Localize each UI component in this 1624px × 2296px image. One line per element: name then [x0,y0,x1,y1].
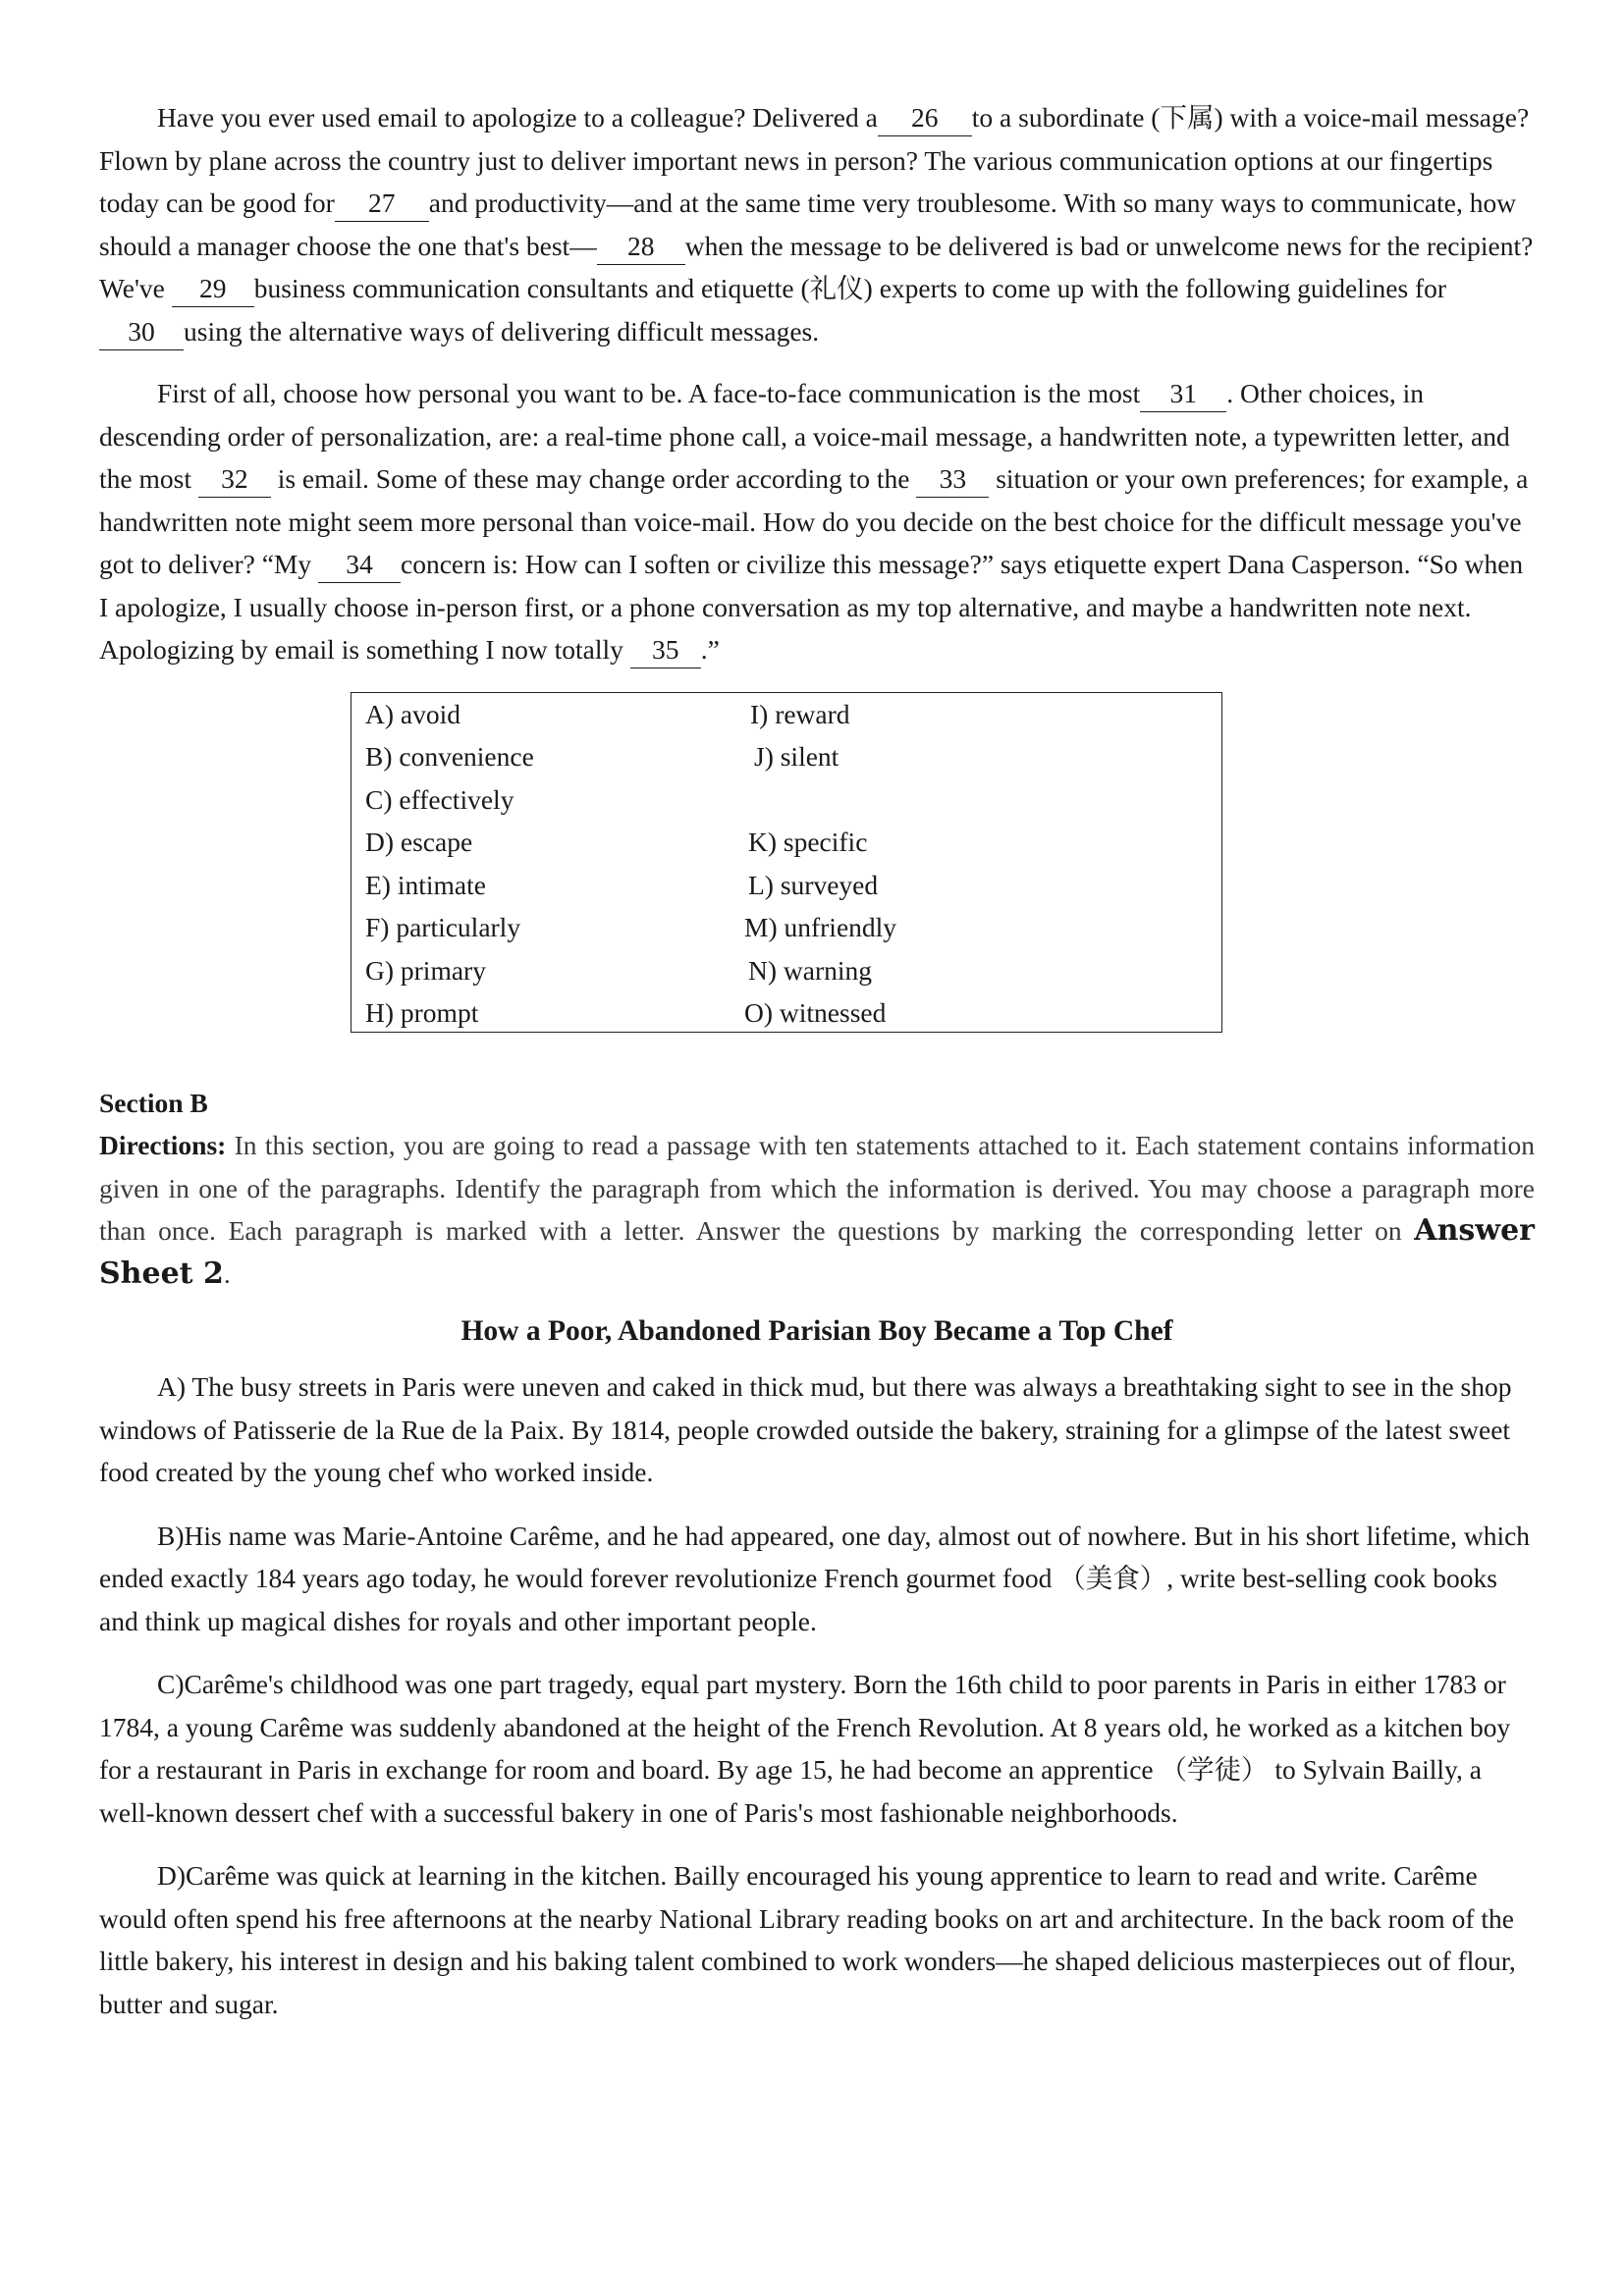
exam-page [99,96,1535,2046]
cloze-paragraph-1 [99,96,1535,352]
article-title: How a Poor, Abandoned Parisian Boy Became a Top Chef [460,1315,1173,1347]
word-option: G) primary [365,954,486,986]
text: First of all, choose how personal you want to be. A face-to-face communication is the most [157,378,1141,408]
word-option: F) particularly [365,912,521,942]
text: to a subordinate (下属) with a voice-mail message? Flown by plane across the country just to deliver important news in person? The various communication options at our fingertips today can be good for [99,102,1530,218]
blank-35: 35 [630,632,701,668]
directions-end: . [223,1257,231,1289]
word-option: M) unfriendly [744,912,897,942]
word-bank-right-column [744,693,896,1035]
article-paragraph-d: D)Carême was quick at learning in the kitchen. Bailly encouraged his young apprentice to learn to read and write. Carême would often spend his free afternoons at the nearby National Library reading books on art and architecture. In the back room of the little bakery, his interest in design and his baking talent combined to work wonders—he shaped delicious masterpieces out of flour, butter and sugar. [99,1860,1516,2019]
text: .” [700,634,720,665]
blank-32: 32 [198,461,271,498]
word-option: A) avoid [365,698,460,729]
word-option: K) specific [748,827,868,857]
section-heading: Section B [99,1087,208,1118]
word-option: E) intimate [365,869,486,900]
article-paragraph-c: C)Carême's childhood was one part tragedy, equal part mystery. Born the 16th child to poor parents in Paris in either 1783 or 1784, a young Carême was suddenly abandoned at the height of the French Revolution. At 8 years old, he worked as a kitchen boy for a restaurant in Paris in exchange for room and board. By age 15, he had become an apprentice （学徒） to Sylvain Bailly, a well-known dessert chef with a successful bakery in one of Paris's most fashionable neighborhoods. [99,1669,1511,1828]
text: is email. Some of these may change order according to the [270,463,917,494]
cloze-paragraph-2 [99,372,1535,671]
blank-27: 27 [335,186,429,222]
article-paragraph-b: B)His name was Marie-Antoine Carême, and he had appeared, one day, almost out of nowhere. But in his short lifetime, which ended exactly 184 years ago today, he would forever revolutionize French gourmet food （美食）, write best-selling cook books and think up magical dishes for royals and other important people. [99,1520,1531,1636]
answer-sheet-label: Answer Sheet 2 [99,1213,1535,1291]
blank-33: 33 [916,461,989,498]
blank-34: 34 [318,547,401,583]
word-option: N) warning [748,954,873,986]
text: . Other choices, in descending order of personalization, are: a real-time phone call, a voice-mail message, a handwritten note, a typewritten letter, and the most [99,378,1510,494]
word-option: O) witnessed [744,997,887,1028]
word-option: B) convenience [365,741,534,772]
word-option: D) escape [365,827,473,857]
text: using the alternative ways of delivering difficult messages. [184,315,820,347]
word-option: L) surveyed [748,869,879,900]
word-bank-left-column [365,693,534,1035]
directions-label: Directions: [99,1130,227,1160]
directions-text: In this section, you are going to read a passage with ten statements attached to it. Each statement contains information given in one of the paragraphs. Identify the paragraph from which the information is derived. You may choose a paragraph more than once. Each paragraph is marked with a letter. Answer the questions by marking the corresponding letter on [99,1130,1535,1246]
blank-31: 31 [1140,376,1226,412]
text: and productivity—and at the same time very troublesome. With so many ways to communicate, how should a manager choose the one that's best— [99,187,1517,261]
blank-28: 28 [597,229,685,265]
text: Have you ever used email to apologize to a colleague? Delivered a [157,102,878,133]
word-option-empty [744,778,896,822]
text: concern is: How can I soften or civilize this message?” says etiquette expert Dana Casperson. “So when I apologize, I usually choose in-person first, or a phone conversation as my top alternative, and maybe a handwritten note next. Apologizing by email is something I now totally [99,549,1524,665]
section-directions [99,1124,1535,1295]
word-option: I) reward [750,698,850,729]
blank-30: 30 [99,314,184,350]
word-option: C) effectively [365,783,514,815]
word-option: H) prompt [365,997,479,1028]
blank-29: 29 [172,271,254,307]
word-bank-box [351,692,1222,1033]
text: when the message to be delivered is bad or unwelcome news for the recipient? We've [99,230,1534,303]
text: situation or your own preferences; for example, a handwritten note might seem more personal than voice-mail. How do you decide on the best choice for the difficult message you've got to deliver? “My [99,463,1529,579]
text: business communication consultants and etiquette (礼仪) experts to come up with the following guidelines for [253,273,1447,303]
blank-26: 26 [878,100,972,136]
article-paragraph-a: A) The busy streets in Paris were uneven and caked in thick mud, but there was always a breathtaking sight to see in the shop windows of Patisserie de la Rue de la Paix. By 1814, people crowded outside the bakery, straining for a glimpse of the latest sweet food created by the young chef who worked inside. [99,1371,1512,1487]
word-option: J) silent [754,741,839,772]
